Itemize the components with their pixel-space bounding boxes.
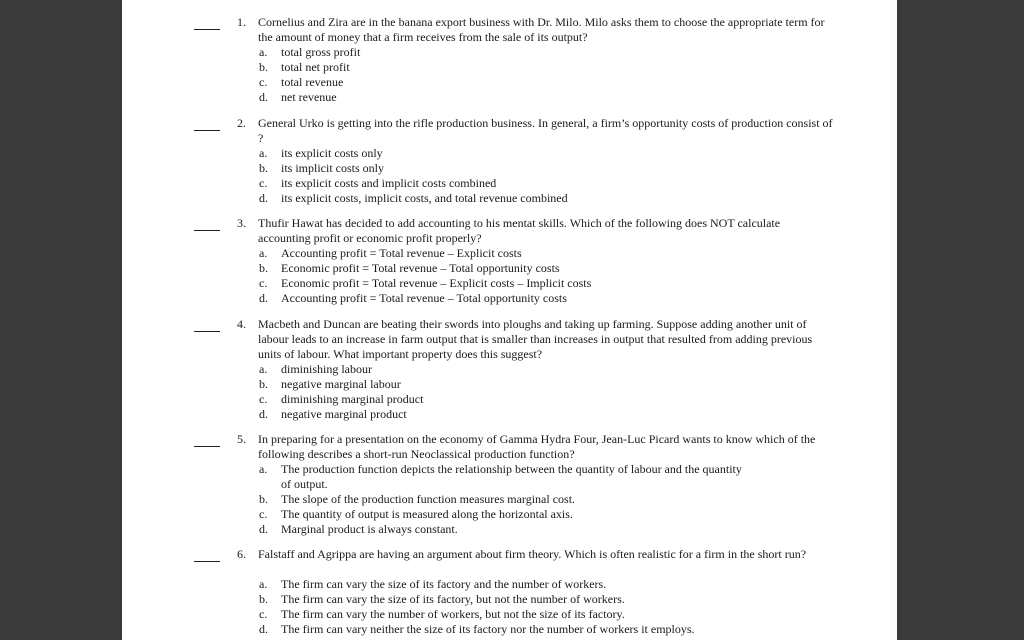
question-text: General Urko is getting into the rifle production business. In general, a firm’s opportunity costs of production consist of ?	[258, 116, 833, 145]
question-text: Cornelius and Zira are in the banana export business with Dr. Milo. Milo asks them to choose the appropriate term for the amount of money that a firm receives from the sale of its output?	[258, 15, 825, 44]
answer-blank-5[interactable]	[194, 446, 220, 447]
question-text: Falstaff and Agrippa are having an argument about firm theory. Which is often realistic for a firm in the short run?	[258, 547, 807, 561]
question-text: Macbeth and Duncan are beating their swords into ploughs and taking up farming. Suppose adding another unit of labour leads to an increase in farm output that is smaller than increases in output that resulted from adding previous units of labour. What important property does this suggest?	[258, 317, 813, 361]
question-number: 1.	[237, 15, 246, 29]
answer-blank-3[interactable]	[194, 230, 220, 231]
question-number: 3.	[237, 216, 246, 230]
question-number: 4.	[237, 317, 246, 331]
answer-blank-2[interactable]	[194, 130, 220, 131]
document-page: 1. Cornelius and Zira are in the banana export business with Dr. Milo. Milo asks them to choose the appropriate term for the amount of money that a firm receives from the sale of its output? a. total gross profit b. total net profit c. total revenue d. net revenue 2. General Urko is getting into the rifle production business. In general, a firm’s opportunity costs of production consist of ? a. its explicit costs only b. its implicit costs only c. its explicit costs and implicit costs combined d. its explicit costs, implicit costs, and total revenue combined 3. Thufir Hawat has decided to add accounting to his mentat skills. Which of the following does NOT calculate accounting profit or economic profit properly? a. Accounting profit = Total revenue – Explicit costs b. Economic profit = Total revenue – Total opportunity costs c. Economic profit = Total revenue – Explicit costs – Implicit costs d. Accounting profit = Total revenue – Total opportunity costs 4. Macbeth and Duncan are beating their swords into ploughs and taking up farming. Suppose adding another unit of labour leads to an increase in farm output that is smaller than increases in output that resulted from adding previous units of labour. What important property does this suggest? a. diminishing labour b. negative marginal labour c. diminishing marginal product d. negative marginal product 5. In preparing for a presentation on the economy of Gamma Hydra Four, Jean-Luc Picard wants to know which of the following describes a short-run Neoclassical production function? a. The production function depicts the relationship between the quantity of labour and the quantity of output. b. The slope of the production function measures marginal cost. c. The quantity of output is measured along the horizontal axis. d. Marginal product is always constant. 6. Falstaff and Agrippa are having an argument about firm theory. Which is often realistic for a firm in the short run? a. The firm can vary the size of its factory and the number of workers. b. The firm can vary the size of its factory, but not the number of workers. c. The firm can vary the number of workers, but not the size of its factory. d. The firm can vary neither the size of its factory nor the number of workers it employs.	[122, 0, 897, 640]
question-number: 6.	[237, 547, 246, 561]
answer-blank-1[interactable]	[194, 29, 220, 30]
question-text: Thufir Hawat has decided to add accounting to his mentat skills. Which of the following does NOT calculate accounting profit or economic profit properly?	[258, 216, 781, 245]
question-number: 2.	[237, 116, 246, 130]
question-number: 5.	[237, 432, 246, 446]
answer-blank-6[interactable]	[194, 561, 220, 562]
answer-blank-4[interactable]	[194, 331, 220, 332]
question-text: In preparing for a presentation on the economy of Gamma Hydra Four, Jean-Luc Picard wants to know which of the following describes a short-run Neoclassical production function?	[258, 432, 816, 461]
